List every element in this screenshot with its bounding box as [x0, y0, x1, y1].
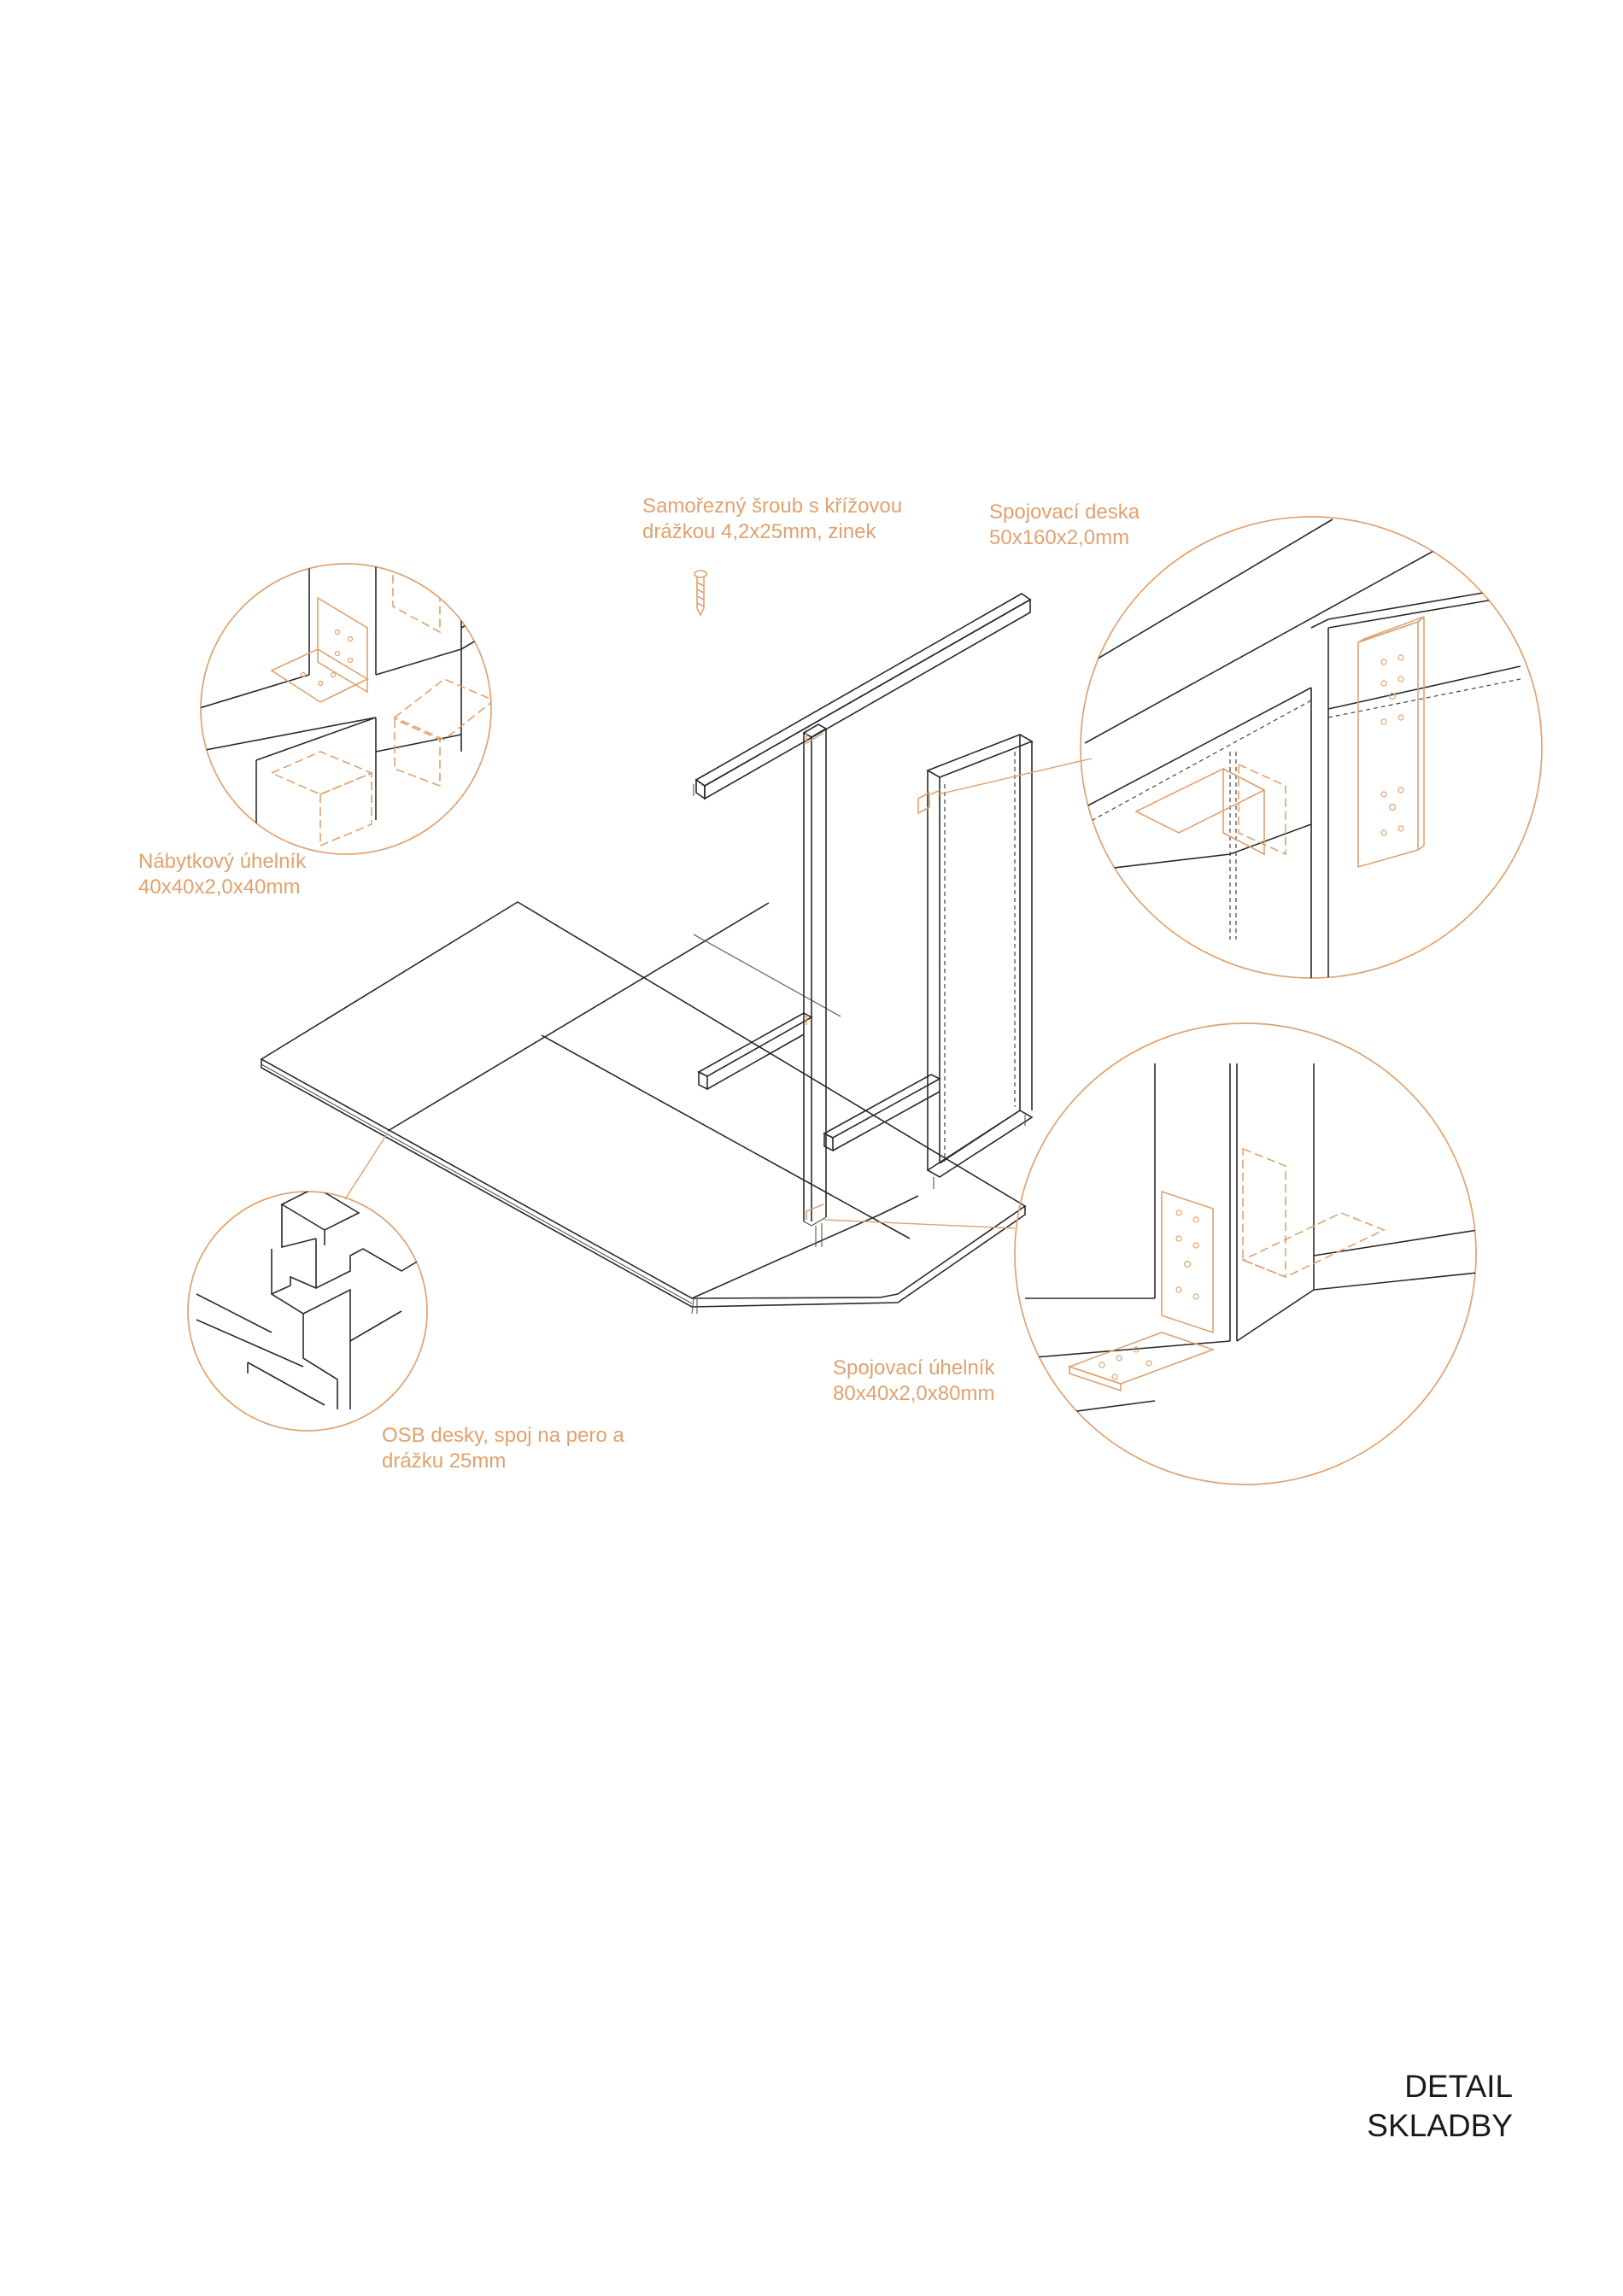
mid-beam-left	[699, 1013, 812, 1089]
callout-connecting-angle-line1: Spojovací úhelník	[833, 1356, 995, 1379]
mid-beam-right	[824, 1075, 940, 1151]
callout-screw-line1: Samořezný šroub s křížovou	[642, 495, 903, 518]
callout-plate-line1: Spojovací deska	[989, 501, 1140, 524]
wall-frame	[918, 735, 1032, 1189]
callout-furniture-angle-line1: Nábytkový úhelník	[138, 850, 307, 873]
screw-icon	[694, 571, 706, 615]
main-assembly	[261, 571, 1032, 1314]
callout-connecting-angle	[833, 1356, 994, 1407]
detail-connecting-plate	[1081, 512, 1542, 982]
callout-osb-line2: drážku 25mm	[382, 1450, 507, 1473]
callout-furniture-angle-line2: 40x40x2,0x40mm	[138, 876, 301, 899]
callout-connecting-angle-line2: 80x40x2,0x80mm	[833, 1382, 995, 1405]
callout-plate	[989, 500, 1140, 551]
leader-lines	[345, 758, 1092, 1228]
callout-osb-line1: OSB desky, spoj na pero a	[382, 1424, 624, 1447]
callout-osb	[382, 1423, 624, 1474]
callout-plate-line2: 50x160x2,0mm	[989, 526, 1130, 549]
detail-furniture-angle	[196, 512, 564, 854]
callout-screw-line2: drážkou 4,2x25mm, zinek	[642, 520, 876, 543]
front-post	[804, 724, 826, 1247]
detail-connecting-angle	[1015, 1023, 1478, 1485]
drawing-title-line2: SKLADBY	[1367, 2108, 1513, 2143]
drawing-title-line1: DETAIL	[1404, 2069, 1513, 2104]
callout-screw	[642, 494, 902, 545]
callout-furniture-angle	[138, 849, 306, 900]
drawing-title	[1367, 2067, 1513, 2146]
detail-osb-joint	[188, 1187, 444, 1431]
top-beam	[694, 594, 1030, 799]
